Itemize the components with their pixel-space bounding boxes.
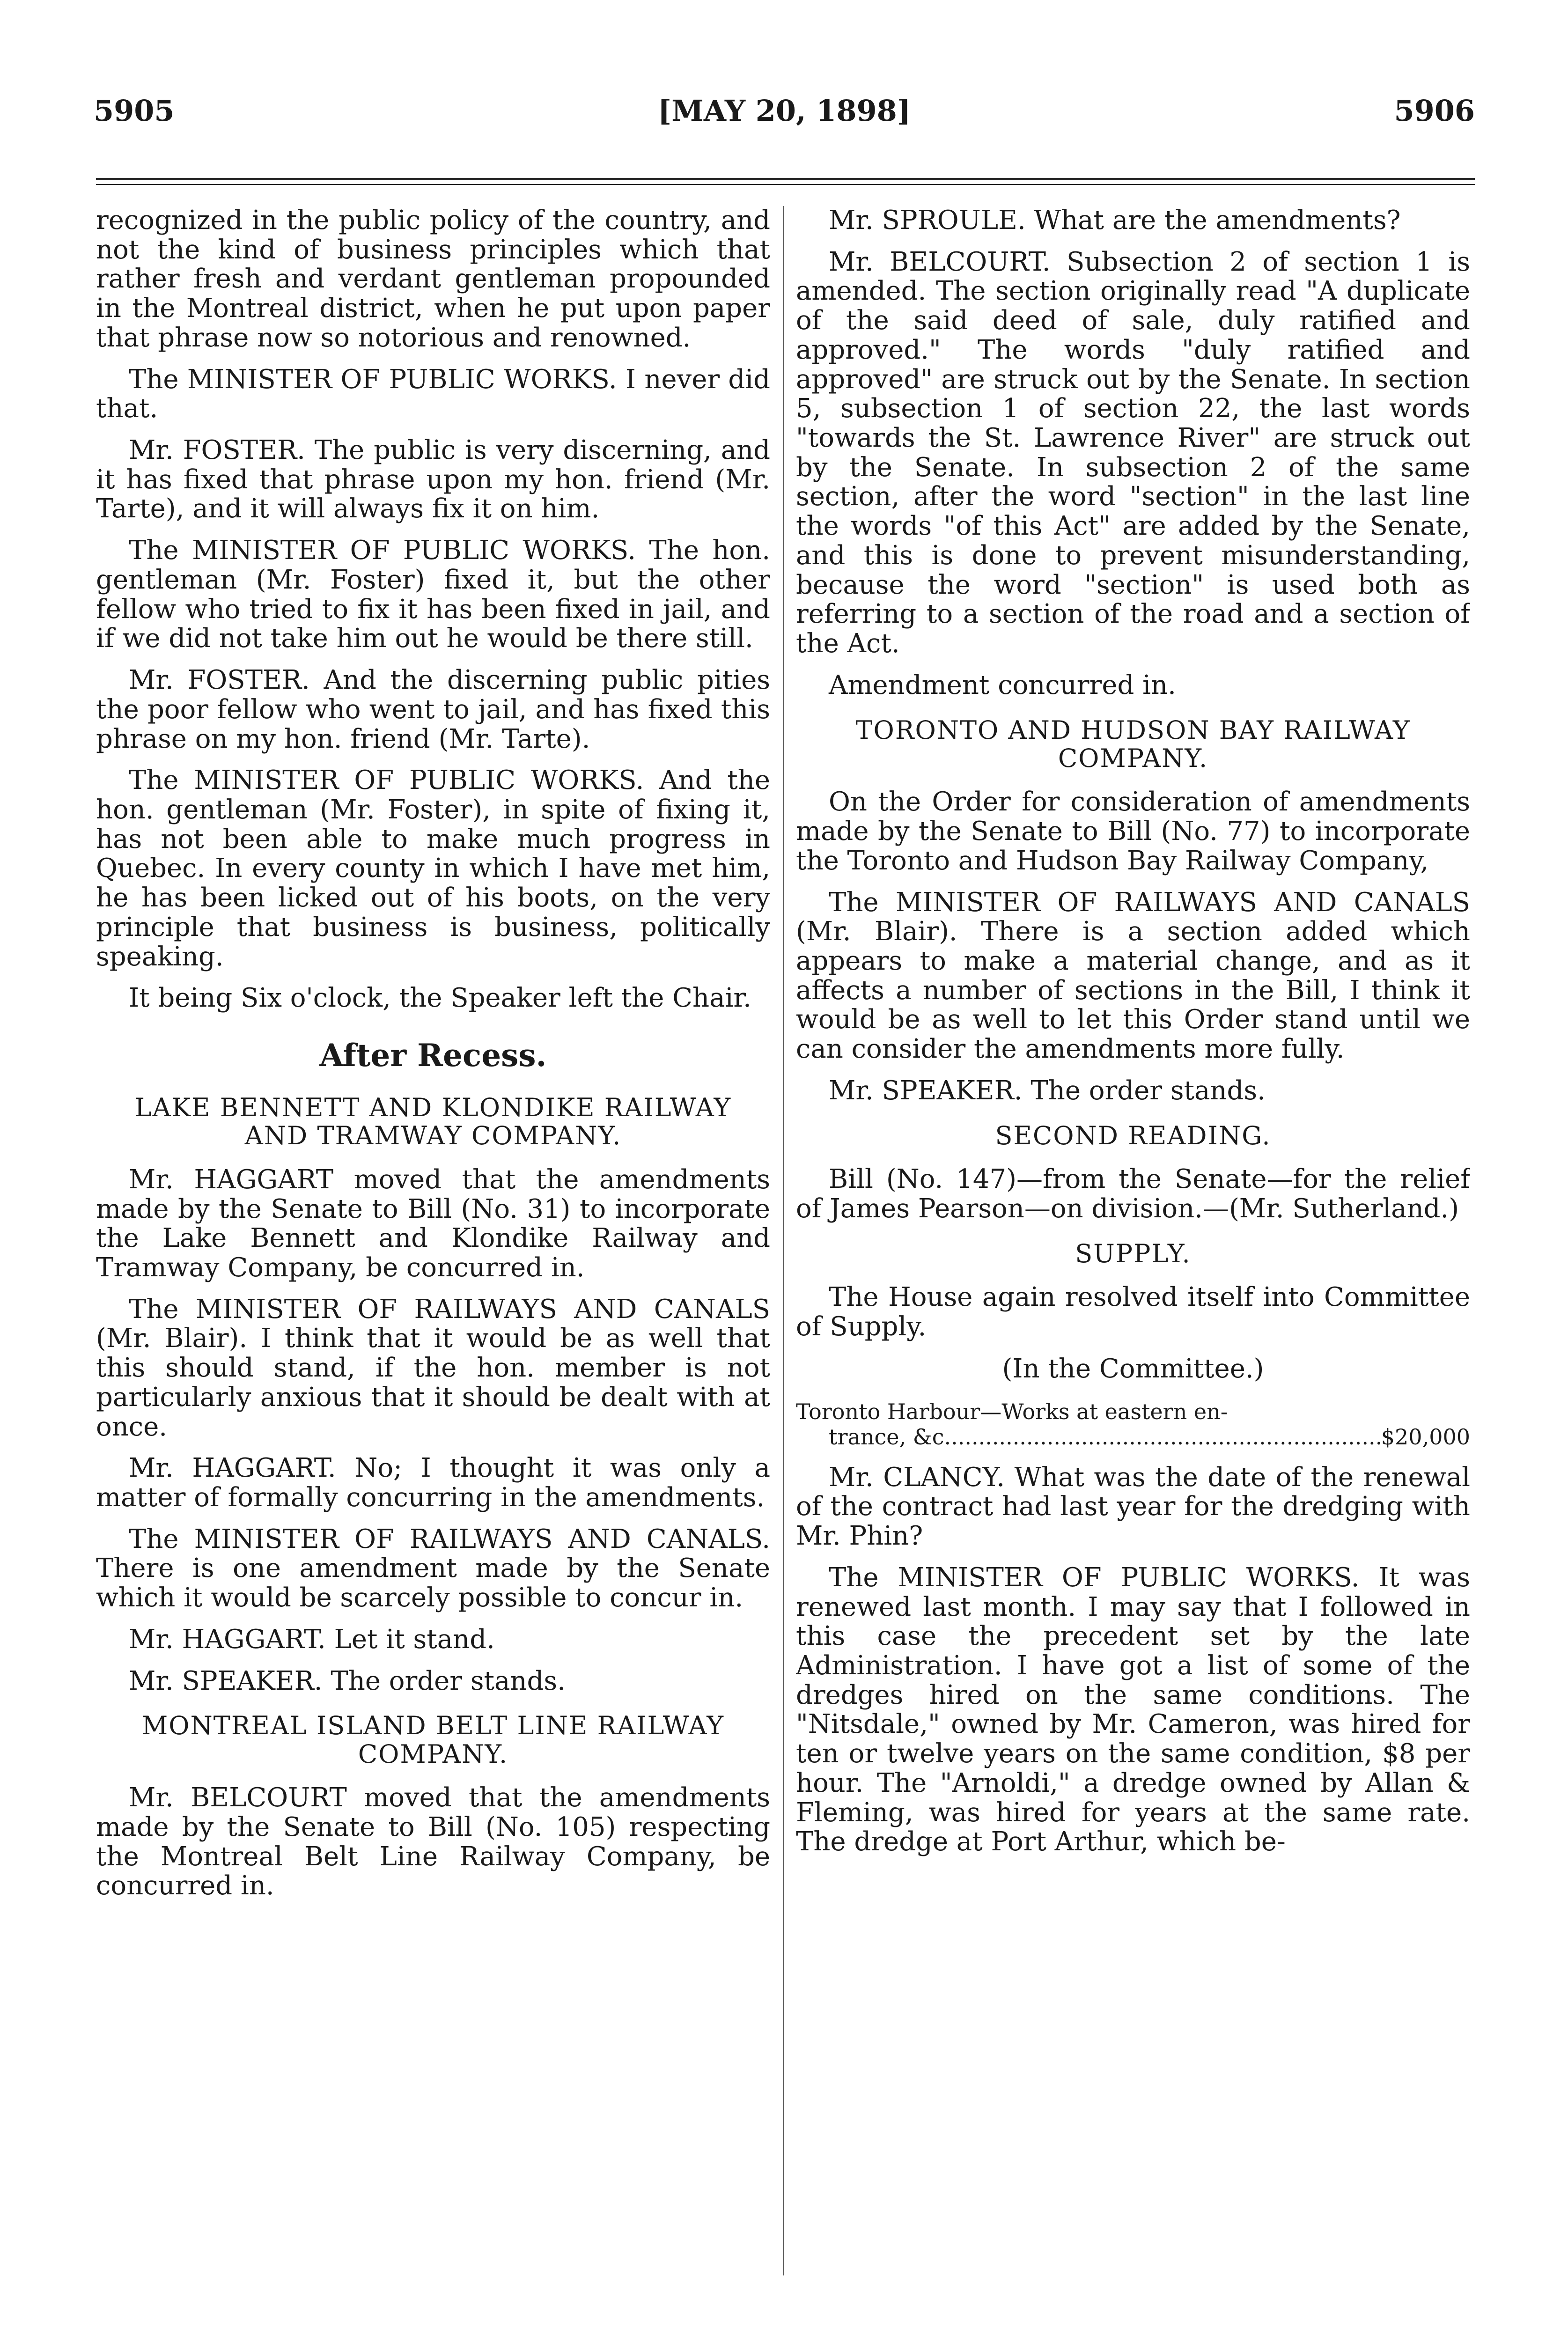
section-heading: SECOND READING. xyxy=(995,1120,1271,1150)
page-number-right: 5906 xyxy=(1394,94,1475,128)
paragraph: Bill (No. 147)—from the Senate—for the relief of James Pearson—on division.—(Mr. Sutherland.) xyxy=(796,1164,1470,1224)
paragraph: Mr. SPEAKER. The order stands. xyxy=(829,1075,1266,1106)
page-header xyxy=(94,94,1475,136)
paragraph: Mr. HAGGART. No; I thought it was only a matter of formally concurring in the amendments. xyxy=(96,1453,770,1513)
estimate-line-2 xyxy=(796,1424,1470,1450)
paragraph: Mr. HAGGART moved that the amendments made by the Senate to Bill (No. 31) to incorporate the Lake Bennett and Klondike Railway and Tramway Company, be concurred in. xyxy=(96,1164,770,1283)
estimate-line-2-text: trance, &c xyxy=(829,1424,944,1450)
section-heading: TORONTO AND HUDSON BAY RAILWAY COMPANY. xyxy=(855,715,1411,773)
estimate-item xyxy=(796,1399,1470,1450)
paragraph: On the Order for consideration of amendments made by the Senate to Bill (No. 77) to incorporate the Toronto and Hudson Bay Railway Company, xyxy=(796,787,1470,876)
paragraph: Mr. SPEAKER. The order stands. xyxy=(129,1665,566,1696)
header-rule-thick xyxy=(96,178,1475,180)
paragraph: The MINISTER OF RAILWAYS AND CANALS (Mr. Blair). I think that it would be as well that this should stand, if the hon. member is not particularly anxious that it should be dealt with at once. xyxy=(96,1294,770,1442)
estimate-line-1: Toronto Harbour—Works at eastern en- xyxy=(796,1399,1228,1425)
paragraph: recognized in the public policy of the country, and not the kind of business principles which that rather fresh and verdant gentleman propounded in the Montreal district, when he put upon paper that phrase now so notorious and renowned. xyxy=(96,206,770,353)
section-heading: MONTREAL ISLAND BELT LINE RAILWAY COMPANY. xyxy=(141,1711,724,1769)
paragraph: Mr. HAGGART. Let it stand. xyxy=(129,1624,495,1655)
estimate-amount: $20,000 xyxy=(1381,1424,1470,1450)
paragraph: The MINISTER OF PUBLIC WORKS. The hon. gentleman (Mr. Foster) fixed it, but the other fellow who tried to fix it has been fixed in jail, and if we did not take him out he would be there still. xyxy=(96,535,770,654)
paragraph: It being Six o'clock, the Speaker left the Chair. xyxy=(129,983,751,1014)
paragraph: Mr. SPROULE. What are the amendments? xyxy=(829,206,1401,236)
committee-note: (In the Committee.) xyxy=(1002,1354,1264,1384)
section-heading: SUPPLY. xyxy=(1075,1238,1191,1268)
paragraph: Mr. BELCOURT moved that the amendments made by the Senate to Bill (No. 105) respecting the Montreal Belt Line Railway Company, be concurred in. xyxy=(96,1782,770,1901)
paragraph: The House again resolved itself into Committee of Supply. xyxy=(796,1282,1470,1342)
page-number-left: 5905 xyxy=(94,94,175,128)
paragraph: The MINISTER OF RAILWAYS AND CANALS. There is one amendment made by the Senate which it would be scarcely possible to concur in. xyxy=(96,1524,770,1613)
paragraph: Mr. CLANCY. What was the date of the renewal of the contract had last year for the dredging with Mr. Phin? xyxy=(796,1462,1470,1552)
right-column xyxy=(796,206,1470,2341)
paragraph: The MINISTER OF PUBLIC WORKS. I never did that. xyxy=(96,364,770,424)
header-rule-thin xyxy=(96,184,1475,185)
section-heading: LAKE BENNETT AND KLONDIKE RAILWAY AND TRAMWAY COMPANY. xyxy=(134,1092,732,1151)
column-divider xyxy=(783,206,784,2275)
paragraph: Mr. FOSTER. The public is very discerning, and it has fixed that phrase upon my hon. friend (Mr. Tarte), and it will always fix it on him. xyxy=(96,435,770,524)
paragraph: Mr. BELCOURT. Subsection 2 of section 1 is amended. The section originally read "A duplicate of the said deed of sale, duly ratified and approved." The words "duly ratified and approved" are struck out by the Senate. In section 5, subsection 1 of section 22, the last words "towards the St. Lawrence River" are struck out by the Senate. In subsection 2 of the same section, after the word "section" in the last line the words "of this Act" are added by the Senate, and this is done to prevent misunderstanding, because the word "section" is used both as referring to a section of the road and a section of the Act. xyxy=(796,246,1470,659)
paragraph: The MINISTER OF RAILWAYS AND CANALS (Mr. Blair). There is a section added which appears to make a material change, and as it affects a number of sections in the Bill, I think it would be as well to let this Order stand until we can consider the amendments more fully. xyxy=(796,887,1470,1065)
paragraph: Amendment concurred in. xyxy=(829,670,1176,700)
paragraph: The MINISTER OF PUBLIC WORKS. And the hon. gentleman (Mr. Foster), in spite of fixing it, has not been able to make much progress in Quebec. In every county in which I have met him, he has been licked out of his boots, on the very principle that business is business, politically speaking. xyxy=(96,765,770,972)
paragraph: Mr. FOSTER. And the discerning public pities the poor fellow who went to jail, and has fixed this phrase on my hon. friend (Mr. Tarte). xyxy=(96,665,770,754)
paragraph: The MINISTER OF PUBLIC WORKS. It was renewed last month. I may say that I followed in this case the precedent set by the late Administration. I have got a list of some of the dredges hired on the same conditions. The "Nitsdale," owned by Mr. Cameron, was hired for ten or twelve years on the same condition, $8 per hour. The "Arnoldi," a dredge owned by Allan & Fleming, was hired for years at the same rate. The dredge at Port Arthur, which be- xyxy=(796,1562,1470,1857)
section-heading-after-recess: After Recess. xyxy=(319,1037,547,1074)
leader-dots xyxy=(944,1424,1381,1450)
left-column xyxy=(96,206,770,2341)
page-date: [MAY 20, 1898] xyxy=(657,94,911,128)
